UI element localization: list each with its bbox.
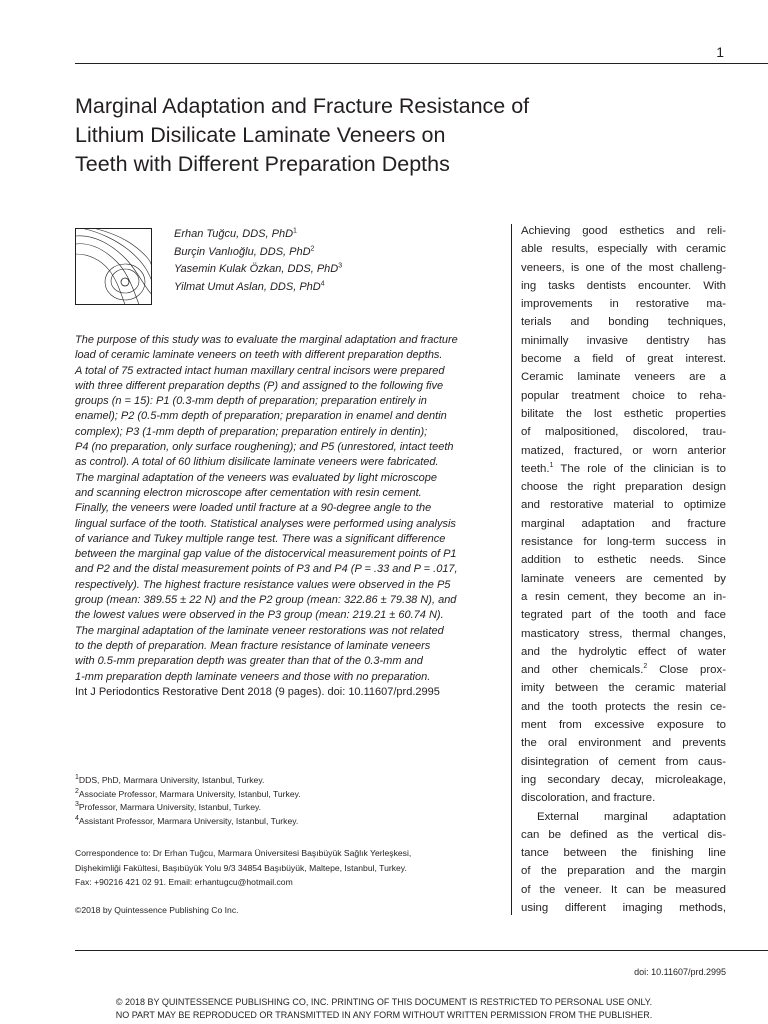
body-line: and the tooth protects the resin ce- — [521, 700, 726, 713]
body-line: disintegration of cement from caus- — [521, 755, 726, 768]
body-line: the oral environment and prevents — [521, 737, 726, 750]
body-line: of the preparation and the margin — [521, 865, 726, 878]
abstract-line: The marginal adaptation of the laminate veneer restorations was not related — [75, 624, 444, 637]
abstract-line: to the depth of preparation. Mean fracture resistance of laminate veneers — [75, 639, 431, 652]
body-line: marginal adaptation and fracture — [521, 517, 726, 530]
body-line: Ceramic laminate veneers are a — [521, 371, 726, 384]
body-line: bilitate the lost esthetic properties — [521, 407, 726, 420]
abstract-line: The purpose of this study was to evaluate the marginal adaptation and fracture — [75, 334, 458, 346]
body-line: discoloration, and fracture. — [521, 792, 656, 805]
affiliation-line: $^4$Assistant Professor, Marmara University, Istanbul, Turkey. — [75, 815, 299, 827]
abstract-line: 1-mm preparation depth laminate veneers and those with no preparation. — [75, 670, 431, 683]
journal-logo-icon — [75, 228, 152, 305]
copyright-footer — [0, 996, 768, 1021]
abstract — [75, 333, 499, 700]
body-line: ment from excessive exposure to — [521, 719, 726, 732]
title-line: Marginal Adaptation and Fracture Resistance of — [75, 94, 530, 118]
citation: Int J Periodontics Restorative Dent 2018 (9 pages). doi: 10.11607/prd.2995 — [75, 685, 440, 698]
article-title — [75, 92, 635, 179]
affiliation-line: $^2$Associate Professor, Marmara University, Istanbul, Turkey. — [75, 787, 301, 799]
body-line: and restorative material to optimize — [521, 499, 726, 512]
abstract-line: enamel); P2 (0.5-mm depth of preparation; preparation in enamel and dentin — [75, 410, 447, 423]
abstract-line: between the marginal gap value of the distocervical measurement points of P1 — [75, 548, 457, 561]
affiliations — [75, 774, 301, 829]
body-line: can be defined as the vertical dis- — [521, 828, 726, 841]
body-line: laminate veneers are cemented by — [521, 572, 726, 585]
body-line: of the veneer. It can be measured — [521, 883, 726, 896]
body-line: and other chemicals.$^2$ Close prox- — [521, 663, 727, 677]
column-divider — [511, 224, 512, 915]
body-line: matized, fractured, or worn anterior — [521, 444, 726, 457]
author-line: Yasemin Kulak Özkan, DDS, PhD$^3$ — [174, 262, 343, 275]
body-line: popular treatment choice to reha- — [521, 389, 726, 402]
abstract-line: load of ceramic laminate veneers on teeth with different preparation depths. — [75, 349, 443, 362]
abstract-line: with three different preparation depths (P) and assigned to the following five — [75, 379, 444, 392]
top-rule — [75, 63, 768, 64]
footer-line: © 2018 BY QUINTESSENCE PUBLISHING CO, INC. PRINTING OF THIS DOCUMENT IS RESTRICTED TO PERSONAL USE ONLY. — [115, 997, 653, 1007]
body-line: ing tasks dentists encounter. With — [521, 279, 726, 292]
abstract-line: of variance and Tukey multiple range test. There was a significant difference — [75, 532, 446, 545]
body-text-column — [521, 222, 726, 917]
title-line: Lithium Disilicate Laminate Veneers on — [75, 123, 446, 147]
abstract-line: respectively). The highest fracture resistance values were observed in the P5 — [75, 578, 451, 591]
body-line: ing secondary decay, microleakage, — [521, 773, 726, 786]
body-line: Achieving good esthetics and reli- — [521, 225, 726, 237]
correspondence-line: Dişhekimliği Fakültesi, Başıbüyük Yolu 9/3 34854 Başıbüyük, Maltepe, Istanbul, Turkey. — [75, 862, 407, 873]
doi-footer: doi: 10.11607/prd.2995 — [634, 967, 726, 977]
abstract-line: A total of 75 extracted intact human maxillary central incisors were prepared — [75, 364, 445, 377]
body-line: become a field of great interest. — [521, 353, 726, 366]
title-line: Teeth with Different Preparation Depths — [75, 152, 450, 176]
body-line: terials and bonding techniques, — [521, 316, 726, 329]
body-line: tance between the finishing line — [521, 847, 726, 860]
bottom-rule — [75, 950, 768, 951]
abstract-line: The marginal adaptation of the veneers was evaluated by light microscope — [75, 471, 437, 484]
abstract-line: group (mean: 389.55 ± 22 N) and the P2 group (mean: 322.86 ± 79.38 N), and — [75, 594, 457, 607]
abstract-line: and scanning electron microscope after cementation with resin cement. — [75, 486, 422, 499]
body-line: minimally invasive dentistry has — [521, 334, 726, 347]
body-line: able results, especially with ceramic — [521, 243, 726, 256]
body-line: teeth.$^1$ The role of the clinician is to — [521, 462, 726, 475]
body-line: improvements in restorative ma- — [521, 298, 726, 311]
body-line: tegrated part of the tooth and face — [521, 609, 726, 622]
correspondence — [75, 846, 411, 890]
body-line: choose the right preparation design — [521, 481, 726, 494]
body-line: veneers, is one of the most challeng- — [521, 261, 726, 274]
abstract-line: groups (n = 15): P1 (0.3-mm depth of preparation; preparation entirely in — [75, 395, 427, 408]
body-line: External marginal adaptation — [537, 810, 726, 823]
body-line: imity between the ceramic material — [521, 682, 726, 695]
author-line: Yilmat Umut Aslan, DDS, PhD$^4$ — [174, 279, 325, 293]
abstract-line: the lowest values were observed in the P3 group (mean: 219.21 ± 60.74 N). — [75, 609, 444, 622]
body-line: addition to esthetic needs. Since — [521, 554, 726, 567]
abstract-line: and P2 and the distal measurement points of P3 and P4 (P = .33 and P = .017, — [75, 563, 458, 576]
abstract-line: complex); P3 (1-mm depth of preparation; preparation entirely in dentin); — [75, 425, 428, 438]
body-line: and the hydrolytic effect of water — [521, 645, 726, 658]
author-list — [174, 226, 342, 296]
author-line: Erhan Tuğcu, DDS, PhD$^1$ — [174, 227, 297, 240]
body-line: a resin cement, they become an in- — [521, 590, 726, 603]
body-line: masticatory stress, thermal changes, — [521, 627, 726, 640]
correspondence-line: Correspondence to: Dr Erhan Tuğcu, Marmara Üniversitesi Başıbüyük Sağlık Yerleşkesi, — [75, 848, 412, 858]
correspondence-line: Fax: +90216 421 02 91. Email: erhantugcu@hotmail.com — [75, 877, 293, 888]
footer-line: NO PART MAY BE REPRODUCED OR TRANSMITTED IN ANY FORM WITHOUT WRITTEN PERMISSION FROM THE PUBLISHER. — [115, 1009, 653, 1020]
page-number: 1 — [716, 44, 724, 60]
affiliation-line: $^3$Professor, Marmara University, Istanbul, Turkey. — [75, 801, 262, 813]
body-line: using different imaging methods, — [521, 901, 726, 914]
abstract-line: P4 (no preparation, only surface roughening); and P5 (unrestored, intact teeth — [75, 441, 454, 454]
author-line: Burçin Vanlıoğlu, DDS, PhD$^2$ — [174, 244, 315, 258]
body-line: of malpositioned, discolored, trau- — [521, 426, 726, 439]
abstract-line: Finally, the veneers were loaded until fracture at a 90-degree angle to the — [75, 502, 432, 515]
abstract-line: with 0.5-mm preparation depth was greater than that of the 0.3-mm and — [75, 655, 423, 668]
body-line: resistance for long-term success in — [521, 536, 726, 549]
copyright-note: ©2018 by Quintessence Publishing Co Inc. — [75, 905, 239, 915]
affiliation-line: $^1$DDS, PhD, Marmara University, Istanbul, Turkey. — [75, 774, 265, 785]
abstract-line: lingual surface of the tooth. Statistical analyses were performed using analysis — [75, 517, 456, 530]
abstract-line: as control). A total of 60 lithium disilicate laminate veneers were fabricated. — [75, 456, 439, 469]
